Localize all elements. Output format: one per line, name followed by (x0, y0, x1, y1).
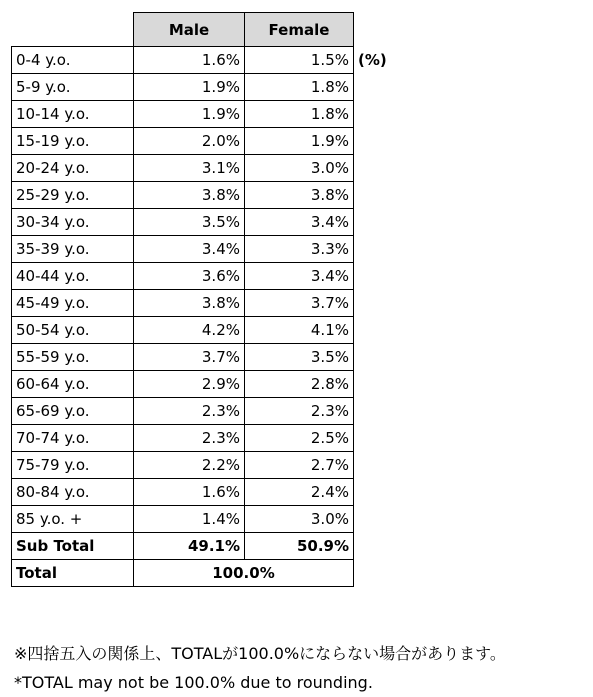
subtotal-male: 49.1% (134, 533, 245, 560)
table-row (12, 479, 354, 506)
female-value: 3.0% (245, 155, 354, 182)
male-value: 3.5% (134, 209, 245, 236)
table-row (12, 155, 354, 182)
female-value: 3.7% (245, 290, 354, 317)
male-value: 3.1% (134, 155, 245, 182)
male-value: 3.7% (134, 344, 245, 371)
total-row (12, 560, 354, 587)
subtotal-female: 50.9% (245, 533, 354, 560)
female-value: 2.3% (245, 398, 354, 425)
table-row (12, 398, 354, 425)
female-value: 2.4% (245, 479, 354, 506)
age-group-label: 80-84 y.o. (12, 479, 134, 506)
total-value: 100.0% (134, 560, 354, 587)
table-row (12, 425, 354, 452)
female-value: 3.3% (245, 236, 354, 263)
table-body (12, 47, 354, 587)
female-value: 4.1% (245, 317, 354, 344)
age-group-label: 15-19 y.o. (12, 128, 134, 155)
age-group-label: 20-24 y.o. (12, 155, 134, 182)
female-value: 3.5% (245, 344, 354, 371)
male-value: 3.8% (134, 182, 245, 209)
female-value: 3.8% (245, 182, 354, 209)
age-group-label: 25-29 y.o. (12, 182, 134, 209)
table-row (12, 290, 354, 317)
table-row (12, 263, 354, 290)
corner-cell (12, 13, 134, 47)
age-group-label: 65-69 y.o. (12, 398, 134, 425)
table-row (12, 506, 354, 533)
table-row (12, 344, 354, 371)
female-value: 3.4% (245, 209, 354, 236)
table-row (12, 128, 354, 155)
male-value: 1.6% (134, 47, 245, 74)
female-value: 1.8% (245, 101, 354, 128)
male-value: 1.4% (134, 506, 245, 533)
female-value: 2.7% (245, 452, 354, 479)
table-row (12, 101, 354, 128)
male-value: 1.9% (134, 101, 245, 128)
male-value: 2.9% (134, 371, 245, 398)
table-row (12, 47, 354, 74)
header-male: Male (134, 13, 245, 47)
table-row (12, 317, 354, 344)
table-row (12, 209, 354, 236)
age-group-label: 75-79 y.o. (12, 452, 134, 479)
age-group-label: 55-59 y.o. (12, 344, 134, 371)
male-value: 4.2% (134, 317, 245, 344)
female-value: 3.0% (245, 506, 354, 533)
age-group-label: 60-64 y.o. (12, 371, 134, 398)
female-value: 1.8% (245, 74, 354, 101)
age-group-label: 45-49 y.o. (12, 290, 134, 317)
male-value: 3.6% (134, 263, 245, 290)
unit-label: (%) (358, 51, 387, 69)
male-value: 2.2% (134, 452, 245, 479)
male-value: 2.0% (134, 128, 245, 155)
table-row (12, 74, 354, 101)
male-value: 1.6% (134, 479, 245, 506)
subtotal-row (12, 533, 354, 560)
female-value: 2.8% (245, 371, 354, 398)
table-row (12, 452, 354, 479)
male-value: 1.9% (134, 74, 245, 101)
female-value: 1.9% (245, 128, 354, 155)
age-group-label: 0-4 y.o. (12, 47, 134, 74)
subtotal-label: Sub Total (12, 533, 134, 560)
population-table (11, 12, 354, 587)
header-female: Female (245, 13, 354, 47)
table-row (12, 236, 354, 263)
age-group-label: 85 y.o. + (12, 506, 134, 533)
age-group-label: 5-9 y.o. (12, 74, 134, 101)
female-value: 2.5% (245, 425, 354, 452)
male-value: 3.4% (134, 236, 245, 263)
age-group-label: 10-14 y.o. (12, 101, 134, 128)
header-row (12, 13, 354, 47)
age-group-label: 50-54 y.o. (12, 317, 134, 344)
total-label: Total (12, 560, 134, 587)
age-group-label: 30-34 y.o. (12, 209, 134, 236)
female-value: 1.5% (245, 47, 354, 74)
age-group-label: 35-39 y.o. (12, 236, 134, 263)
male-value: 2.3% (134, 425, 245, 452)
age-group-label: 70-74 y.o. (12, 425, 134, 452)
age-group-label: 40-44 y.o. (12, 263, 134, 290)
female-value: 3.4% (245, 263, 354, 290)
male-value: 2.3% (134, 398, 245, 425)
table-row (12, 182, 354, 209)
table-row (12, 371, 354, 398)
male-value: 3.8% (134, 290, 245, 317)
rounding-note-english: *TOTAL may not be 100.0% due to rounding. (14, 673, 373, 692)
rounding-note-japanese: ※四捨五入の関係上、TOTALが100.0%にならない場合があります。 (14, 644, 506, 663)
